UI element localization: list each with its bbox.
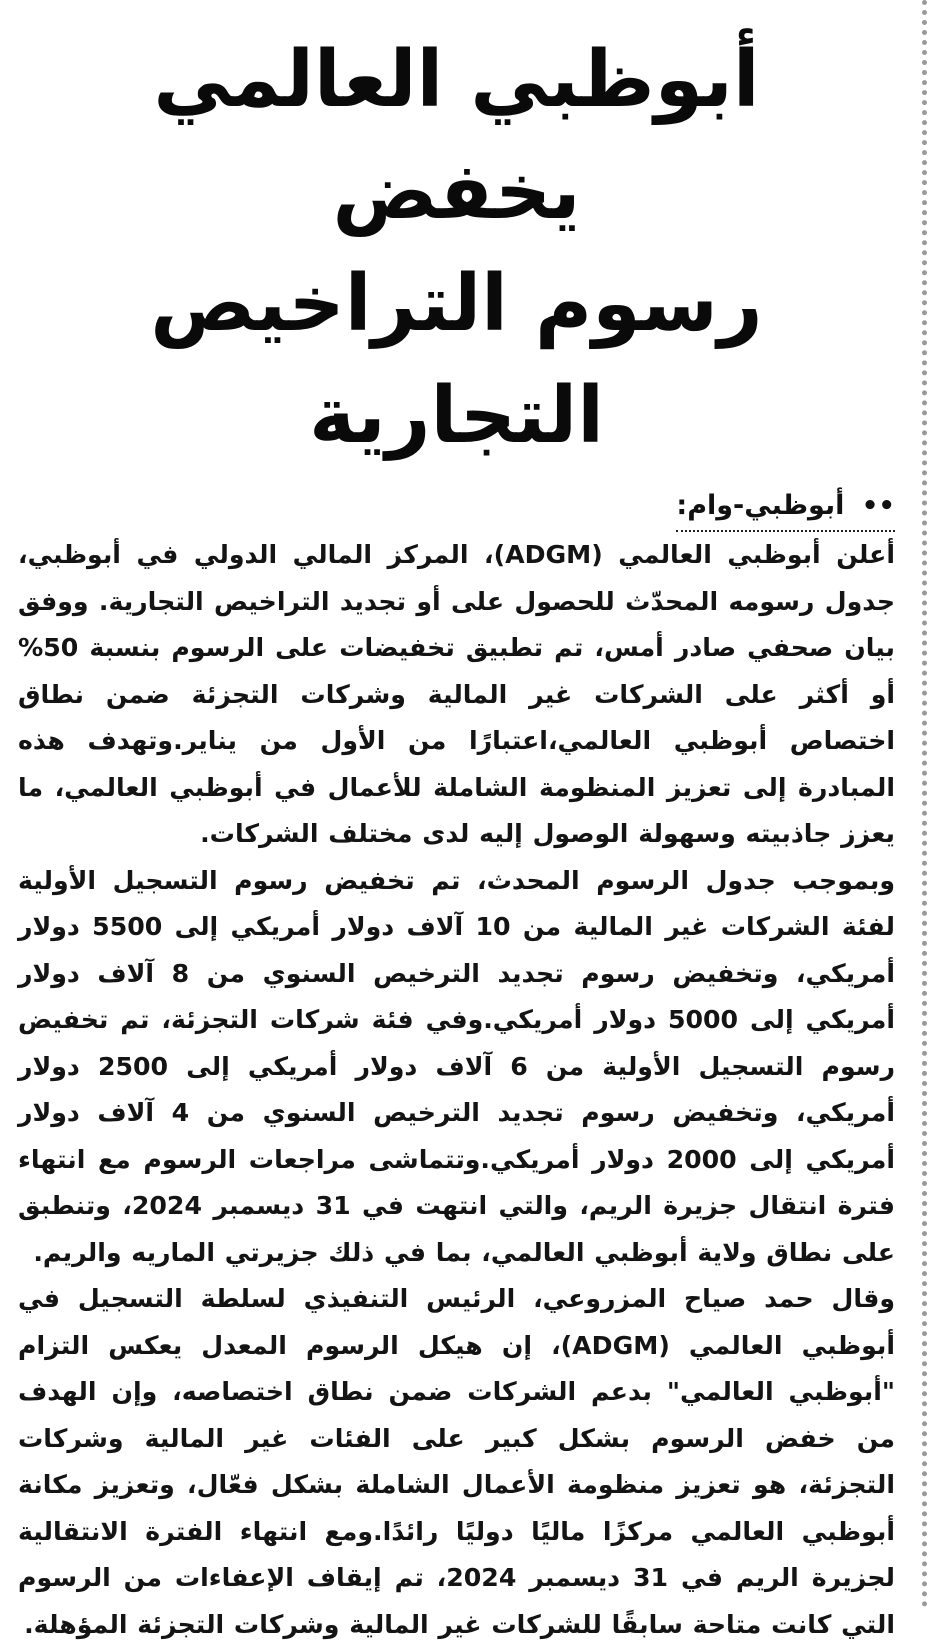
headline-line-2: رسوم التراخيص التجارية [150, 259, 763, 461]
byline [676, 486, 895, 532]
headline [18, 24, 895, 472]
bullet-dots: •• [861, 491, 895, 521]
byline-text: أبوظبي-وام: [676, 490, 845, 521]
article-body [18, 532, 895, 1648]
paragraph-3: وقال حمد صياح المزروعي، الرئيس التنفيذي لسلطة التسجيل في أبوظبي العالمي (ADGM)، إن هيكل الرسوم المعدل يعكس التزام "أبوظبي العالمي" بدعم الشركات ضمن نطاق اختصاصه، وإن الهدف من خفض الرسوم بشكل كبير على الفئات غير المالية وشركات التجزئة، هو تعزيز منظومة الأعمال الشاملة بشكل فعّال، وتعزيز مكانة أبوظبي العالمي مركزًا ماليًا دوليًا رائدًا.ومع انتهاء الفترة الانتقالية لجزيرة الريم في 31 ديسمبر 2024، تم إيقاف الإعفاءات من الرسوم التي كانت متاحة سابقًا للشركات غير المالية وشركات التجزئة المؤهلة. [18, 1284, 896, 1639]
byline-container [18, 472, 895, 532]
headline-line-1: أبوظبي العالمي يخفض [153, 35, 760, 237]
paragraph-2: وبموجب جدول الرسوم المحدث، تم تخفيض رسوم التسجيل الأولية لفئة الشركات غير المالية من 10 آلاف دولار أمريكي إلى 5500 دولار أمريكي، وتخفيض رسوم تجديد الترخيص السنوي من 8 آلاف دولار أمريكي إلى 5000 دولار أمريكي.وفي فئة شركات التجزئة، تم تخفيض رسوم التسجيل الأولية من 6 آلاف دولار أمريكي إلى 2500 دولار أمريكي، وتخفيض رسوم تجديد الترخيص السنوي من 4 آلاف دولار أمريكي إلى 2000 دولار أمريكي.وتتماشى مراجعات الرسوم مع انتهاء فترة انتقال جزيرة الريم، والتي انتهت في 31 ديسمبر 2024، وتنطبق على نطاق ولاية أبوظبي العالمي، بما في ذلك جزيرتي الماريه والريم. [18, 865, 896, 1267]
paragraph-1: أعلن أبوظبي العالمي (ADGM)، المركز المالي الدولي في أبوظبي، جدول رسومه المحدّث للحصول على أو تجديد التراخيص التجارية. ووفق بيان صحفي صادر أمس، تم تطبيق تخفيضات على الرسوم بنسبة 50% أو أكثر على الشركات غير المالية وشركات التجزئة ضمن نطاق اختصاص أبوظبي العالمي،اعتبارًا من الأول من يناير.وتهدف هذه المبادرة إلى تعزيز المنظومة الشاملة للأعمال في أبوظبي العالمي، ما يعزز جاذبيته وسهولة الوصول إليه لدى مختلف الشركات. [18, 540, 895, 848]
